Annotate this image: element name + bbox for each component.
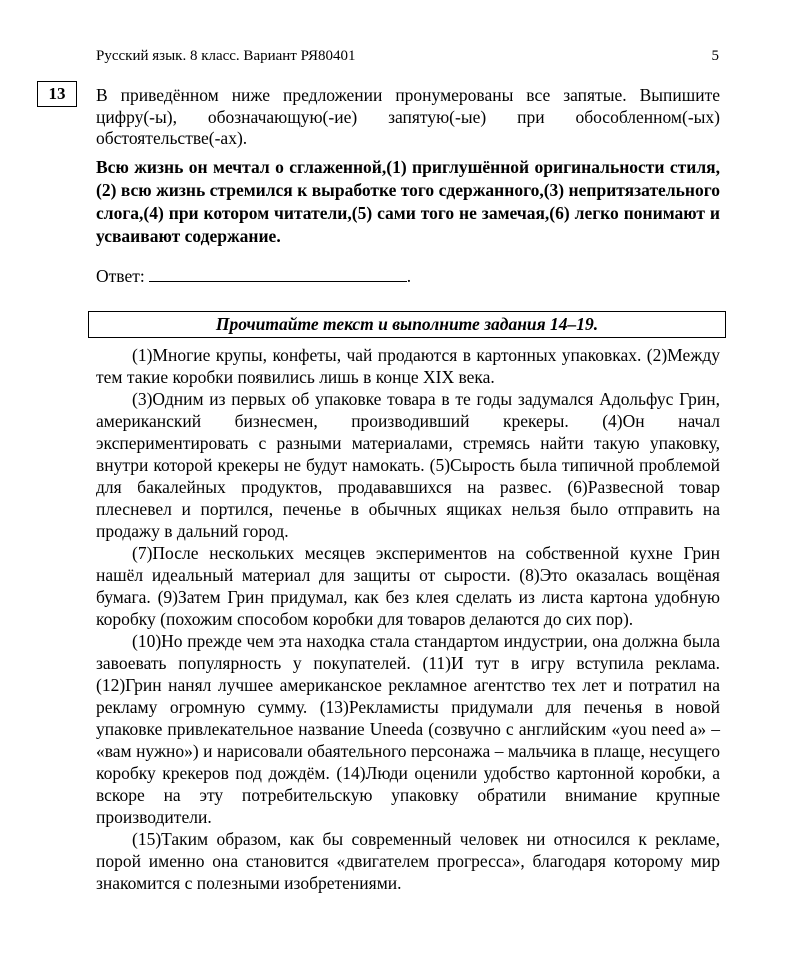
answer-line[interactable] <box>149 265 407 282</box>
page-number: 5 <box>711 48 719 64</box>
task-sentence: Всю жизнь он мечтал о сглаженной,(1) приглушённой оригинальности стиля,(2) всю жизнь стремился к выработке того сдержанного,(3) непритязательного слога,(4) при котором читатели,(5) сами того не замечая,(6) легко понимают и усваивают содержание. <box>96 157 720 246</box>
answer-end: . <box>406 266 412 286</box>
answer-row <box>96 265 411 287</box>
reading-text <box>96 344 720 894</box>
text-paragraph-4: (10)Но прежде чем эта находка стала стандартом индустрии, она должна была завоевать популярность у покупателей. (11)И тут в игру вступила реклама. (12)Грин нанял лучшее американское рекламное агентство тех лет и потратил на рекламу огромную сумму. (13)Рекламисты придумали для печенья в новой упаковке привлекательное название Uneeda (созвучно с английским «you need a» – «вам нужно») и нарисовали обаятельного персонажа – мальчика в плаще, несущего коробку крекеров под дождём. (14)Люди оценили удобство картонной коробки, а вскоре на эту потребительскую упаковку обратили внимание крупные производители. <box>96 631 720 827</box>
text-paragraph-5: (15)Таким образом, как бы современный человек ни относился к рекламе, порой именно она становится «двигателем прогресса», благодаря которому мир знакомится с полезными изобретениями. <box>96 829 720 893</box>
text-paragraph-1: (1)Многие крупы, конфеты, чай продаются в картонных упаковках. (2)Между тем такие коробки появились лишь в конце XIX века. <box>96 345 720 387</box>
text-paragraph-3: (7)После нескольких месяцев экспериментов на собственной кухне Грин нашёл идеальный материал для защиты от сырости. (8)Это оказалась вощёная бумага. (9)Затем Грин придумал, как без клея сделать из листа картона удобную коробку (похожим способом коробки для товаров делаются до сих пор). <box>96 543 720 629</box>
document-title: Русский язык. 8 класс. Вариант РЯ80401 <box>96 48 356 64</box>
page-header <box>96 48 719 68</box>
task-number-box: 13 <box>37 81 77 107</box>
answer-label: Ответ: <box>96 266 145 286</box>
text-paragraph-2: (3)Одним из первых об упаковке товара в те годы задумался Адольфус Грин, американский бизнесмен, производивший крекеры. (4)Он начал экспериментировать с разными материалами, стремясь найти такую упаковку, внутри которой крекеры не будут намокать. (5)Сырость была типичной проблемой для бакалейных продуктов, продававшихся на развес. (6)Развесной товар плесневел и портился, печенье в обычных ящиках нельзя было отправить на продажу в дальний город. <box>96 389 720 541</box>
task-instruction: В приведённом ниже предложении пронумерованы все запятые. Выпишите цифру(-ы), обозначающую(-ие) запятую(-ые) при обособленном(-ых) обстоятельстве(-ах). <box>96 85 720 148</box>
reading-instruction-banner: Прочитайте текст и выполните задания 14–19. <box>88 311 726 338</box>
